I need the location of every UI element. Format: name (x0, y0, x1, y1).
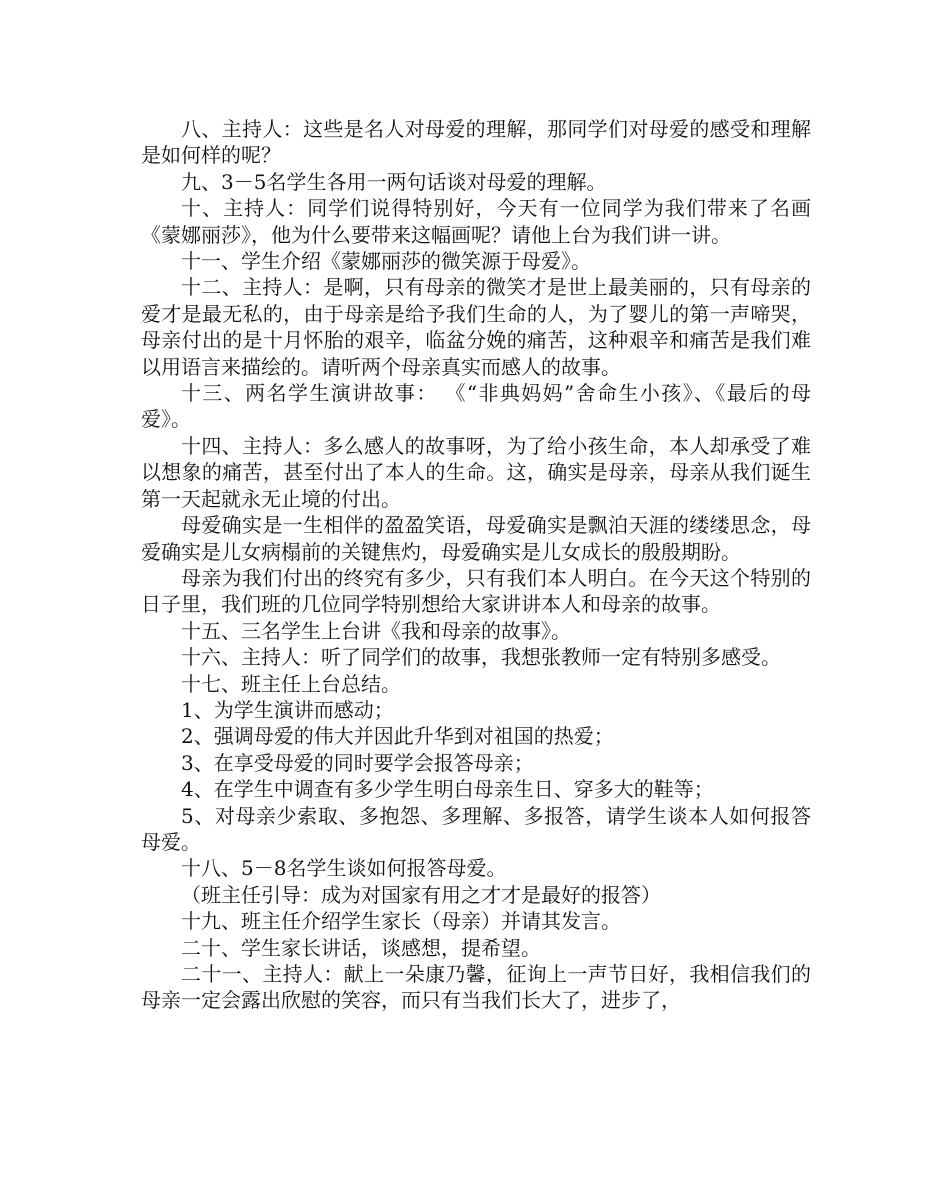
paragraph-item-21: 二十一、主持人：献上一朵康乃馨，征询上一声节日好，我相信我们的母亲一定会露出欣慰的笑容，而只有当我们长大了，进步了， (141, 962, 811, 1013)
summary-point-4: 4、在学生中调查有多少学生明白母亲生日、穿多大的鞋等； (181, 777, 714, 802)
paragraph-item-17: 十七、班主任上台总结。 (181, 671, 401, 696)
paragraph-item-15: 十五、三名学生上台讲《我和母亲的故事》。 (181, 618, 571, 643)
paragraph-item-18: 十八、5－8名学生谈如何报答母爱。 (181, 856, 507, 881)
paragraph-item-20: 二十、学生家长讲话，谈感想，提希望。 (181, 935, 541, 960)
paragraph-item-10: 十、主持人：同学们说得特别好，今天有一位同学为我们带来了名画《蒙娜丽莎》，他为什么要带来这幅画呢？请他上台为我们讲一讲。 (141, 196, 811, 247)
paragraph-item-13: 十三、两名学生演讲故事： 《“非典妈妈”舍命生小孩》、《最后的母爱》。 (141, 381, 811, 432)
paragraph-mother-love-2: 母亲为我们付出的终究有多少，只有我们本人明白。在今天这个特别的日子里，我们班的几位同学特别想给大家讲讲本人和母亲的故事。 (141, 565, 811, 617)
paragraph-item-8: 八、主持人：这些是名人对母爱的理解，那同学们对母爱的感受和理解是如何样的呢？ (141, 117, 811, 168)
summary-point-3: 3、在享受母爱的同时要学会报答母亲； (181, 750, 534, 775)
paragraph-item-14: 十四、主持人：多么感人的故事呀，为了给小孩生命，本人却承受了难以想象的痛苦，甚至付出了本人的生命。这，确实是母亲，母亲从我们诞生第一天起就永无止境的付出。 (141, 433, 811, 511)
teacher-guidance-note: （班主任引导：成为对国家有用之才才是最好的报答） (181, 882, 661, 907)
paragraph-mother-love-1: 母爱确实是一生相伴的盈盈笑语，母爱确实是飘泊天涯的缕缕思念，母爱确实是儿女病榻前的关键焦灼，母爱确实是儿女成长的殷殷期盼。 (141, 513, 811, 564)
summary-point-2: 2、强调母爱的伟大并因此升华到对祖国的热爱； (181, 724, 614, 749)
paragraph-item-16: 十六、主持人：听了同学们的故事，我想张教师一定有特别多感受。 (181, 645, 781, 670)
paragraph-item-12: 十二、主持人：是啊，只有母亲的微笑才是世上最美丽的，只有母亲的爱才是最无私的，由于母亲是给予我们生命的人，为了婴儿的第一声啼哭，母亲付出的是十月怀胎的艰辛，临盆分娩的痛苦，这种艰辛和痛苦是我们难以用语言来描绘的。请听两个母亲真实而感人的故事。 (141, 275, 811, 379)
summary-point-1: 1、为学生演讲而感动； (181, 697, 394, 722)
document-body (141, 116, 811, 1014)
paragraph-item-9: 九、3－5名学生各用一两句话谈对母爱的理解。 (181, 169, 607, 194)
paragraph-item-11: 十一、学生介绍《蒙娜丽莎的微笑源于母爱》。 (181, 249, 591, 274)
paragraph-item-19: 十九、班主任介绍学生家长（母亲）并请其发言。 (181, 909, 621, 934)
summary-point-5: 5、对母亲少索取、多抱怨、多理解、多报答，请学生谈本人如何报答母爱。 (141, 803, 811, 854)
